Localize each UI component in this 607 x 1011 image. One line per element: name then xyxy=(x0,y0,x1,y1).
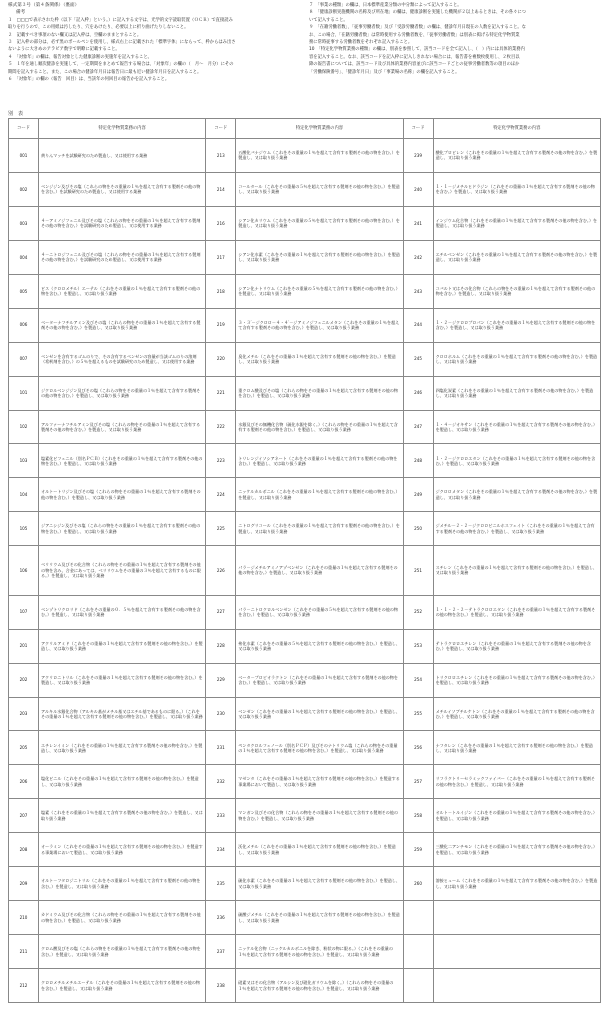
table-row xyxy=(9,799,601,833)
table-row xyxy=(9,901,601,935)
note-line: ４ 「対象年」の欄は、報告対象とした健康診断の実施年を記入すること。 xyxy=(8,54,152,60)
code-cell: 253 xyxy=(403,629,433,663)
content-cell: 溶接ヒューム（これをその重量の１％を超えて含有する製剤その他の物を含む。）を製造し、又は取り扱う業務 xyxy=(433,867,600,901)
content-cell: ニトログリコール（これをその重量の１％を超えて含有する製剤その他の物を含む。）を製造し、又は取り扱う業務 xyxy=(236,512,403,546)
code-cell: 236 xyxy=(206,901,236,935)
code-cell: 102 xyxy=(9,410,39,444)
content-cell: クロム酸及びその塩（これらの物をその重量の１％を超えて含有する製剤その他の物を含む。）を製造し、又は取り扱う業務 xyxy=(39,935,206,969)
content-cell: ナフタレン（これをその重量の１％を超えて含有する製剤その他の物を含む。）を製造し、又は取り扱う業務 xyxy=(433,731,600,765)
note-line: 「労働保険番号」、「健診年月日」及び「事業場の名称」の欄を記入すること。 xyxy=(309,69,460,75)
note-line: いて記入すること。 xyxy=(309,17,348,23)
code-cell: 237 xyxy=(206,935,236,969)
table-row xyxy=(9,969,601,1003)
code-cell: 241 xyxy=(403,206,433,240)
content-cell: パラ－ジメチルアミノアゾベンゼン（これをその重量の１％を超えて含有する製剤その他の物を含む。）を製造し、又は取り扱う業務 xyxy=(236,546,403,595)
content-cell: コバルト又はその化合物（これらの物をその重量の１％を超えて含有する製剤その他の物を含む。）を製造し、又は取り扱う業務 xyxy=(433,274,600,308)
table-row xyxy=(9,172,601,206)
content-header: 特定化学物質業務の内容 xyxy=(433,119,600,139)
notes-left-list xyxy=(8,17,298,84)
content-cell: 酸化プロピレン（これをその重量の１％を超えて含有する製剤その他の物を含む。）を製造し、又は取り扱う業務 xyxy=(433,139,600,173)
table-row xyxy=(9,410,601,444)
content-cell: ペンタクロルフェノール（別名ＰＣＰ）及びそのナトリウム塩（これらの物をその重量の１％を超えて含有する製剤その他の物を含む。）を製造し、又は取り扱う業務 xyxy=(236,731,403,765)
content-cell: １・１・２・２－テトラクロロエタン（これをその重量の１％を超えて含有する製剤その他の物を含む。）を製造し、又は取り扱う業務 xyxy=(433,595,600,629)
form-label: 様式第３号（第４条関係）（裏面） xyxy=(8,3,80,8)
content-cell: 黄りんマッチを試験研究のため製造し、又は使用する業務 xyxy=(39,139,206,173)
code-cell: 205 xyxy=(9,731,39,765)
note-line: ７ 「事業の種類」の欄は、日本標準産業分類の中分類によって記入すること。 xyxy=(309,3,462,8)
code-cell: 258 xyxy=(403,799,433,833)
code-cell: 256 xyxy=(403,731,433,765)
content-cell: ベーターナフチルアミン及びその塩（これらの物をその重量の１％を超えて含有する製剤その他の物を含む。）を製造し、又は取り扱う業務 xyxy=(39,308,206,342)
content-cell: オルト－フタロジニトリル（これをその重量の１％を超えて含有する製剤その他の物を含む。）を製造し、又は取り扱う業務 xyxy=(39,867,206,901)
content-cell: インジウム化合物（これをその重量の１％を超えて含有する製剤その他の物を含む。）を製造し、又は取り扱う業務 xyxy=(433,206,600,240)
code-cell: 244 xyxy=(403,308,433,342)
content-cell: 弗化水素（これをその重量の５％を超えて含有する製剤その他の物を含む。）を製造し、又は取り扱う業務 xyxy=(236,629,403,663)
code-cell: 217 xyxy=(206,240,236,274)
table-row xyxy=(9,240,601,274)
content-cell: ベンゼンを含有するゴムのりで、その含有するベンゼンの容量が当該ゴムのりの溶剤（希釈剤を含む。）の５％を超えるものを試験研究のため製造し、又は使用する業務 xyxy=(39,342,206,376)
code-cell: 249 xyxy=(403,478,433,512)
note-line: お、この場合、「在籍労働者数」は常時使用する労働者数を、「従事労働者数」は別表に掲げる特定化学物質業 xyxy=(309,32,520,38)
content-cell: クロロメチルメチルエーテル（これをその重量の１％を超えて含有する製剤その他の物を含む。）を製造し、又は取り扱う業務 xyxy=(39,969,206,1003)
code-header: コード xyxy=(206,119,236,139)
table-row xyxy=(9,833,601,867)
code-cell: 233 xyxy=(206,799,236,833)
note-line: ９ 「在籍労働者数」、「従事労働者数」及び「受診労働者数」の欄は、健診年月日現在の人数を記入すること。な xyxy=(309,25,526,31)
code-cell: 001 xyxy=(9,139,39,173)
note-line: 降の報告書については、該当コード及び具体的業務内容並びに該当コードごとの従事労働者数等の項目のほか xyxy=(309,62,520,68)
content-cell: ベンゾトリクロリド（これをその重量の０．５％を超えて含有する製剤その他の物を含む。）を製造し、又は取り扱う業務 xyxy=(39,595,206,629)
table-row xyxy=(9,663,601,697)
content-cell: 水銀及びその無機化合物（硫化水銀を除く。）（これらの物をその重量の１％を超えて含有する製剤その他の物を含む。）を製造し、又は取り扱う業務 xyxy=(236,410,403,444)
code-cell: 238 xyxy=(206,969,236,1003)
content-cell: 臭化メチル（これをその重量の１％を超えて含有する製剤その他の物を含む。）を製造し、又は取り扱う業務 xyxy=(236,342,403,376)
notes-section xyxy=(8,2,601,108)
table-row xyxy=(9,935,601,969)
code-cell: 216 xyxy=(206,206,236,240)
code-cell: 214 xyxy=(206,172,236,206)
table-row xyxy=(9,629,601,663)
code-cell: 234 xyxy=(206,833,236,867)
content-cell: マンガン及びその化合物（これらの物をその重量の１％を超えて含有する製剤その他の物を含む。）を製造し、又は取り扱う業務 xyxy=(236,799,403,833)
code-cell: 235 xyxy=(206,867,236,901)
code-table xyxy=(8,118,601,1003)
code-cell: 106 xyxy=(9,546,39,595)
content-cell: 塩素（これをその重量の１％を超えて含有する製剤その他の物を含む。）を製造し、又は取り扱う業務 xyxy=(39,799,206,833)
table-row xyxy=(9,478,601,512)
content-cell: ４－ニトロジフェニル及びその塩（これらの物をその重量の１％を超えて含有する製剤その他の物を含む。）を試験研究のため製造し、又は使用する業務 xyxy=(39,240,206,274)
content-cell: エチルベンゼン（これをその重量の１％を超えて含有する製剤その他の物を含む。）を製造し、又は取り扱う業務 xyxy=(433,240,600,274)
code-cell: 219 xyxy=(206,308,236,342)
note-line: ６ 「対象年」の欄の（報告 回目）は、当該年の何回目の報告かを記入すること。 xyxy=(8,77,170,83)
code-cell: 005 xyxy=(9,274,39,308)
content-cell: 四塩化炭素（これをその重量の１％を超えて含有する製剤その他の物を含む。）を製造し、又は取り扱う業務 xyxy=(433,376,600,410)
content-cell: ベリリウム及びその化合物（これらの物をその重量の１％を超えて含有する製剤その他の物を含み、合金にあっては、ベリリウムをその重量の３％を超えて含有するものに限る。）を製造し、又は取り扱う業務 xyxy=(39,546,206,595)
content-cell: スチレン（これをその重量の１％を超えて含有する製剤その他の物を含む。）を製造し、又は取り扱う業務 xyxy=(433,546,600,595)
content-cell: エチレンイミン（これをその重量の１％を超えて含有する製剤その他の物を含む。）を製造し、又は取り扱う業務 xyxy=(39,731,206,765)
code-cell: 252 xyxy=(403,595,433,629)
content-header: 特定化学物質業務の内容 xyxy=(39,119,206,139)
code-cell: 212 xyxy=(9,969,39,1003)
code-cell: 227 xyxy=(206,595,236,629)
code-cell: 203 xyxy=(9,697,39,731)
content-cell xyxy=(433,901,600,935)
content-cell: ３・３′－ジクロロ－４・４′－ジアミノジフェニルメタン（これをその重量の１％を超えて含有する製剤その他の物を含む。）を製造し、又は取り扱う業務 xyxy=(236,308,403,342)
note-line: ５ １年を通し順次健診を実施して、一定期間をまとめて報告する場合は、「対象年」の欄の（ 月〜 月分）にその xyxy=(8,62,234,68)
table-row xyxy=(9,444,601,478)
code-cell: 007 xyxy=(9,342,39,376)
content-cell: １・２－ジクロロエタン（これをその重量の１％を超えて含有する製剤その他の物を含む。）を製造し、又は取り扱う業務 xyxy=(433,444,600,478)
notes-right-list xyxy=(309,2,601,76)
code-cell: 224 xyxy=(206,478,236,512)
code-cell: 207 xyxy=(9,799,39,833)
content-cell: 硫化水素（これをその重量の１％を超えて含有する製剤その他の物を含む。）を製造し、又は取り扱う業務 xyxy=(236,867,403,901)
code-cell: 245 xyxy=(403,342,433,376)
content-cell: アクリロニトリル（これをその重量の１％を超えて含有する製剤その他の物を含む。）を製造し、又は取り扱う業務 xyxy=(39,663,206,697)
content-cell: 塩素化ビフェニル（別名ＰＣＢ）（これをその重量の１％を超えて含有する製剤その他の物を含む。）を製造し、又は取り扱う業務 xyxy=(39,444,206,478)
notes-heading: 備考 xyxy=(16,10,26,16)
code-cell: 220 xyxy=(206,342,236,376)
code-cell: 243 xyxy=(403,274,433,308)
content-cell: クロロホルム（これをその重量の１％を超えて含有する製剤その他の物を含む。）を製造し、又は取り扱う業務 xyxy=(433,342,600,376)
code-table-header xyxy=(9,119,601,139)
content-cell: ベンゼン（これをその重量の１％を超えて含有する製剤その他の物を含む。）を製造し、又は取り扱う業務 xyxy=(236,697,403,731)
content-cell: アルファーナフチルアミン及びその塩（これらの物をその重量の１％を超えて含有する製剤その他の物を含む。）を製造し、又は取り扱う業務 xyxy=(39,410,206,444)
appendix-title: 別 表 xyxy=(8,111,24,117)
code-cell: 223 xyxy=(206,444,236,478)
code-cell: 206 xyxy=(9,765,39,799)
code-cell: 257 xyxy=(403,765,433,799)
notes-right-column xyxy=(309,2,601,76)
code-cell: 231 xyxy=(206,731,236,765)
content-cell: オーラミン（これをその重量の１％を超えて含有する製剤その他の物を含む。）を製造する事業場において製造し、又は取り扱う業務 xyxy=(39,833,206,867)
content-cell: トリクロロエチレン（これをその重量の１％を超えて含有する製剤その他の物を含む。）を製造し、又は取り扱う業務 xyxy=(433,663,600,697)
code-cell: 209 xyxy=(9,867,39,901)
code-cell: 208 xyxy=(9,833,39,867)
code-cell: 003 xyxy=(9,206,39,240)
code-cell: 240 xyxy=(403,172,433,206)
note-line: ３ 記入枠の部分は、必ず黒のボールペンを使用し、様式右上に記載された「標準字体」にならって、枠からはみ出さ xyxy=(8,40,236,46)
content-cell xyxy=(433,935,600,969)
content-cell: シアン化ナトリウム（これをその重量の５％を超えて含有する製剤その他の物を含む。）を製造し、又は取り扱う業務 xyxy=(236,274,403,308)
code-cell: 210 xyxy=(9,901,39,935)
content-cell: 硫酸ジメチル（これをその重量の１％を超えて含有する製剤その他の物を含む。）を製造し、又は取り扱う業務 xyxy=(236,901,403,935)
content-cell: アルキル水銀化合物（アルキル基がメチル基又はエチル基であるものに限る。）（これをその重量の１％を超えて含有する製剤その他の物を含む。）を製造し、又は取り扱う業務 xyxy=(39,697,206,731)
code-cell: 107 xyxy=(9,595,39,629)
code-cell: 251 xyxy=(403,546,433,595)
code-cell: 247 xyxy=(403,410,433,444)
content-cell: １・４－ジオキサン（これをその重量の１％を超えて含有する製剤その他の物を含む。）を製造し、又は取り扱う業務 xyxy=(433,410,600,444)
code-cell: 104 xyxy=(9,478,39,512)
note-line: 容を記入すること。なお、該当コードを記入枠に記入しきれない場合には、報告書を複数枚使用し、２枚目以 xyxy=(309,54,520,60)
content-cell: １・１－ジメチルヒドラジン（これをその重量の１％を超えて含有する製剤その他の物を含む。）を製造し、又は取り扱う業務 xyxy=(433,172,600,206)
notes-left-column xyxy=(8,2,298,83)
table-row xyxy=(9,595,601,629)
code-cell: 002 xyxy=(9,172,39,206)
table-row xyxy=(9,512,601,546)
content-cell: ジアニシジン及びその塩（これらの物をその重量の１％を超えて含有する製剤その他の物を含む。）を製造し、又は取り扱う業務 xyxy=(39,512,206,546)
note-line: 期間を記入すること。また、この場合の健診年月日は報告日に最も近い健診年月日を記入すること。 xyxy=(8,69,202,75)
content-cell: オルト－トルイジン（これをその重量の１％を超えて含有する製剤その他の物を含む。）を製造し、又は取り扱う業務 xyxy=(433,799,600,833)
content-cell: ４－アミノジフェニル及びその塩（これらの物をその重量の１％を超えて含有する製剤その他の物を含む。）を試験研究のため製造し、又は使用する業務 xyxy=(39,206,206,240)
content-cell: シアン化水素（これをその重量の１％を超えて含有する製剤その他の物を含む。）を製造し、又は取り扱う業務 xyxy=(236,240,403,274)
code-cell: 222 xyxy=(206,410,236,444)
code-cell: 213 xyxy=(206,139,236,173)
table-row xyxy=(9,731,601,765)
content-cell: メチルイソブチルケトン（これをその重量の１％を超えて含有する製剤その他の物を含む。）を製造し、又は取り扱う業務 xyxy=(433,697,600,731)
code-cell: 229 xyxy=(206,663,236,697)
note-line: ８ 「健康診断実施機関の名称及び所在地」の欄は、健康診断を実施した機関が２以上あるときは、その各々につ xyxy=(309,10,526,16)
note-line: １ □□□で表示された枠（以下「記入枠」という。）に記入する文字は、光学的文字読取装置（ＯＣＲ）で直接読み xyxy=(8,17,233,23)
content-cell: 五酸化バナジウム（これをその重量の１％を超えて含有する製剤その他の物を含む。）を製造し、又は取り扱う業務 xyxy=(236,139,403,173)
content-cell: ジクロルベンジジン及びその塩（これらの物をその重量の１％を超えて含有する製剤その他の物を含む。）を製造し、又は取り扱う業務 xyxy=(39,376,206,410)
content-cell: 沃化メチル（これをその重量の１％を超えて含有する製剤その他の物を含む。）を製造し、又は取り扱う業務 xyxy=(236,833,403,867)
table-row xyxy=(9,308,601,342)
note-line: 務に常時従事する労働者数をそれぞれ記入すること。 xyxy=(309,40,413,46)
code-cell: 255 xyxy=(403,697,433,731)
code-cell: 105 xyxy=(9,512,39,546)
code-cell: 101 xyxy=(9,376,39,410)
content-cell: 塩化ビニル（これをその重量の１％を超えて含有する製剤その他の物を含む。）を製造し、又は取り扱う業務 xyxy=(39,765,206,799)
code-cell: 230 xyxy=(206,697,236,731)
code-cell: 211 xyxy=(9,935,39,969)
note-line: 10 「特定化学物質業務の種類」の欄は、別表を参照して、該当コードを全て記入し、（ ）内には具体的業務内 xyxy=(309,47,525,53)
content-cell: シアン化カリウム（これをその重量の５％を超えて含有する製剤その他の物を含む。）を製造し、又は取り扱う業務 xyxy=(236,206,403,240)
table-row xyxy=(9,274,601,308)
code-cell: 239 xyxy=(403,139,433,173)
content-cell: ニッケルカルボニル（これをその重量の１％を超えて含有する製剤その他の物を含む。）を製造し、又は取り扱う業務 xyxy=(236,478,403,512)
note-line: 取りを行うので、この用紙は汚したり、穴をあけたり、必要以上に折り曲げたりしないこと。 xyxy=(8,25,189,31)
code-cell: 248 xyxy=(403,444,433,478)
content-cell: ニッケル化合物（ニッケルカルボニルを除き、粉状の物に限る。）（これをその重量の１％を超えて含有する製剤その他の物を含む。）を製造し、又は取り扱う業務 xyxy=(236,935,403,969)
table-row xyxy=(9,697,601,731)
code-table-body xyxy=(9,139,601,1003)
content-cell: １・２－ジクロロプロパン（これをその重量の１％を超えて含有する製剤その他の物を含む。）を製造し、又は取り扱う業務 xyxy=(433,308,600,342)
code-cell: 260 xyxy=(403,867,433,901)
note-line: ないように大きめのアラビア数字で明瞭に記載すること。 xyxy=(8,47,120,53)
table-row xyxy=(9,867,601,901)
code-cell: 232 xyxy=(206,765,236,799)
content-cell: 砒素又はその化合物（アルシン及び砒化ガリウムを除く。）（これらの物をその重量の１％を超えて含有する製剤その他の物を含む。）を製造し、又は取り扱う業務 xyxy=(236,969,403,1003)
code-cell: 006 xyxy=(9,308,39,342)
code-cell: 004 xyxy=(9,240,39,274)
code-cell: 103 xyxy=(9,444,39,478)
content-cell: コールタール（これをその重量の５％を超えて含有する製剤その他の物を含む。）を製造し、又は取り扱う業務 xyxy=(236,172,403,206)
content-cell: マゼンタ（これをその重量の１％を超えて含有する製剤その他の物を含む。）を製造する事業場において製造し、又は取り扱う業務 xyxy=(236,765,403,799)
content-cell: オルトートリジン及びその塩（これらの物をその重量の１％を超えて含有する製剤その他の物を含む。）を製造し、又は取り扱う業務 xyxy=(39,478,206,512)
code-cell xyxy=(403,969,433,1003)
code-cell: 225 xyxy=(206,512,236,546)
note-line: ２ 記載すべき事項のない欄又は記入枠は、空欄のままとすること。 xyxy=(8,32,142,38)
content-cell: テトラクロロエチレン（これをその重量の１％を超えて含有する製剤その他の物を含む。）を製造し、又は取り扱う業務 xyxy=(433,629,600,663)
table-row xyxy=(9,546,601,595)
code-cell: 202 xyxy=(9,663,39,697)
content-cell: アクリルアミド（これをその重量の１％を超えて含有する製剤その他の物を含む。）を製造し、又は取り扱う業務 xyxy=(39,629,206,663)
content-cell: トリレンジイソシアネート（これをその重量の１％を超えて含有する製剤その他の物を含む。）を製造し、又は取り扱う業務 xyxy=(236,444,403,478)
table-row xyxy=(9,376,601,410)
code-cell: 246 xyxy=(403,376,433,410)
code-table-section xyxy=(8,118,600,1003)
code-cell: 228 xyxy=(206,629,236,663)
code-cell: 242 xyxy=(403,240,433,274)
code-cell: 250 xyxy=(403,512,433,546)
code-cell xyxy=(403,901,433,935)
content-cell: 重クロム酸及びその塩（これらの物をその重量の１％を超えて含有する製剤その他の物を含む。）を製造し、又は取り扱う業務 xyxy=(236,376,403,410)
content-cell: ビス（クロロメチル）エーテル（これをその重量の１％を超えて含有する製剤その他の物を含む。）を製造し、又は取り扱う業務 xyxy=(39,274,206,308)
code-cell: 226 xyxy=(206,546,236,595)
content-cell: リフラクトリーセラミックファイバー（これをその重量の１％を超えて含有する製剤その他の物を含む。）を製造し、又は取り扱う業務 xyxy=(433,765,600,799)
table-row xyxy=(9,206,601,240)
table-row xyxy=(9,342,601,376)
content-cell: ベータ－プロピオラクトン（これをその重量の１％を超えて含有する製剤その他の物を含む。）を製造し、又は取り扱う業務 xyxy=(236,663,403,697)
code-cell xyxy=(403,935,433,969)
content-cell xyxy=(433,969,600,1003)
content-cell: ジメチル－２・２－ジクロロビニルホスフェイト（これをその重量の１％を超えて含有する製剤その他の物を含む。）を製造し、又は取り扱う業務 xyxy=(433,512,600,546)
code-cell: 259 xyxy=(403,833,433,867)
content-cell: パラ－ニトロクロルベンゼン（これをその重量の５％を超えて含有する製剤その他の物を含む。）を製造し、又は取り扱う業務 xyxy=(236,595,403,629)
code-cell: 218 xyxy=(206,274,236,308)
content-cell: 三酸化二アンチモン（これをその重量の１％を超えて含有する製剤その他の物を含む。）を製造し、又は取り扱う業務 xyxy=(433,833,600,867)
table-row xyxy=(9,139,601,173)
code-cell: 254 xyxy=(403,663,433,697)
content-cell: カドミウム及びその化合物（これらの物をその重量の１％を超えて含有する製剤その他の物を含む。）を製造し、又は取り扱う業務 xyxy=(39,901,206,935)
code-header: コード xyxy=(9,119,39,139)
content-header: 特定化学物質業務の内容 xyxy=(236,119,403,139)
code-header: コード xyxy=(403,119,433,139)
content-cell: ベンジジン及びその塩（これらの物をその重量の１％を超えて含有する製剤その他の物を含む。）を試験研究のため製造し、又は使用する業務 xyxy=(39,172,206,206)
table-row xyxy=(9,765,601,799)
code-cell: 201 xyxy=(9,629,39,663)
code-cell: 221 xyxy=(206,376,236,410)
content-cell: ジクロロメタン（これをその重量の１％を超えて含有する製剤その他の物を含む。）を製造し、又は取り扱う業務 xyxy=(433,478,600,512)
